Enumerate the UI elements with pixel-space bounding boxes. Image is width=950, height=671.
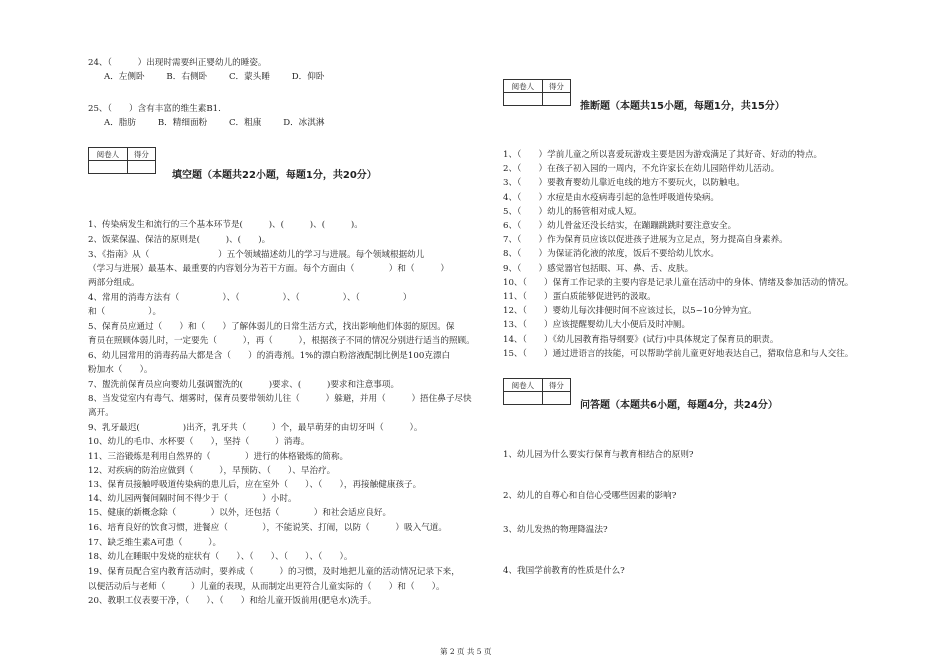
score-cell bbox=[542, 392, 570, 405]
grader-cell bbox=[504, 392, 543, 405]
judgment-question: 4、（ ）水痘是由水疫病毒引起的急性呼吸道传染病。 bbox=[503, 192, 720, 203]
judgment-question: 12、（ ）婴幼儿每次排便时间不应该过长，以5~10分钟为宜。 bbox=[503, 306, 757, 317]
fill-question-line: （学习与进展）最基本、最重要的内容划分为若干方面。每个方面由（ ）和（ ） bbox=[88, 264, 449, 274]
score-table-score: 得分 bbox=[127, 148, 155, 161]
score-table-judgment bbox=[503, 79, 571, 106]
fill-question-line: 6、幼儿园常用的消毒药品大都是含（ ）的消毒剂。1%的漂白粉溶液配制比例是100克漂白 bbox=[88, 351, 451, 361]
fill-question-line: 18、幼儿在睡眠中发烧的症状有（ ）、（ ）、（ ）、（ ）。 bbox=[88, 552, 353, 562]
fill-question-line: 育员在照顾体弱儿时，一定要先（ ），再（ ），根据孩子不同的情况分别进行适当的照顾。 bbox=[88, 336, 475, 346]
fill-question-line: 5、保育员应通过（ ）和（ ）了解体弱儿的日常生活方式，找出影响他们体弱的原因。保 bbox=[88, 322, 455, 332]
fill-question-line: 2、饭菜保温、保洁的原则是( )、( )。 bbox=[88, 235, 271, 245]
grader-cell bbox=[504, 93, 543, 106]
judgment-section-title: 推断题（本题共15小题，每题1分，共15分） bbox=[580, 101, 785, 112]
question-25: 25、（ ）含有丰富的维生素B1. bbox=[88, 104, 221, 114]
score-cell bbox=[542, 93, 570, 106]
score-table-score: 得分 bbox=[542, 379, 570, 392]
fill-question-line: 3、《指南》从（ ）五个领域描述幼儿的学习与进展。每个领域根据幼儿 bbox=[88, 250, 425, 260]
fill-section-title: 填空题（本题共22小题，每题1分，共20分） bbox=[172, 170, 377, 181]
fill-question-line: 10、幼儿的毛巾、水杯要（ ），坚持（ ）消毒。 bbox=[88, 437, 310, 447]
judgment-question: 14、（ ）《幼儿园教育指导纲要》(试行)中具体规定了保育员的职责。 bbox=[503, 334, 779, 345]
score-table-grader: 阅卷人 bbox=[504, 379, 543, 392]
fill-question-line: 粉加水（ ）。 bbox=[88, 365, 153, 375]
fill-question-line: 17、缺乏维生素A可患（ ）。 bbox=[88, 538, 222, 548]
qa-question-4: 4、我国学前教育的性质是什么? bbox=[503, 566, 625, 576]
fill-question-line: 11、三浴锻炼是利用自然界的（ ）进行的体格锻炼的简称。 bbox=[88, 452, 349, 462]
judgment-question: 1、（ ）学前儿童之所以喜爱玩游戏主要是因为游戏满足了其好奇、好动的特点。 bbox=[503, 150, 823, 160]
qa-question-1: 1、幼儿园为什么要实行保育与教育相结合的原则? bbox=[503, 450, 694, 460]
fill-question-line: 19、保育员配合室内教育活动时，要养成（ ）的习惯，及时地把儿童的活动情况记录下来， bbox=[88, 567, 460, 577]
judgment-question: 9、（ ）感觉器官包括眼、耳、鼻、舌、皮肤。 bbox=[503, 263, 694, 274]
fill-question-line: 以便活动后与老师（ ）儿童的表现，从而制定出更符合儿童实际的（ ）和（ ）。 bbox=[88, 582, 445, 592]
score-table-score: 得分 bbox=[542, 80, 570, 93]
page-footer: 第 2 页 共 5 页 bbox=[440, 647, 492, 656]
fill-question-line: 两部分组成。 bbox=[88, 278, 140, 288]
fill-question-line: 14、幼儿园两餐间隔时间不得少于（ ）小时。 bbox=[88, 494, 297, 504]
grader-cell bbox=[89, 161, 128, 174]
fill-question-line: 15、健康的新概念除（ ）以外，还包括（ ）和社会适应良好。 bbox=[88, 508, 392, 518]
fill-question-line: 8、当发觉室内有毒气、烟雾时，保育员要带领幼儿往（ ）躲避，并用（ ）捂住鼻子尽快 bbox=[88, 394, 472, 404]
judgment-question: 5、（ ）幼儿的肠管相对成人短。 bbox=[503, 206, 642, 217]
qa-question-2: 2、幼儿的自尊心和自信心受哪些因素的影响? bbox=[503, 491, 677, 501]
fill-question-line: 1、传染病发生和流行的三个基本环节是( )、( )、( )。 bbox=[88, 220, 363, 230]
fill-question-line: 7、盥洗前保育员应向婴幼儿强调盥洗的( )要求、( )要求和注意事项。 bbox=[88, 380, 400, 390]
score-table-grader: 阅卷人 bbox=[89, 148, 128, 161]
score-table-qa bbox=[503, 378, 571, 405]
judgment-question: 2、（ ）在孩子初入园的一周内，不允许家长在幼儿园陪伴幼儿活动。 bbox=[503, 164, 780, 175]
fill-question-line: 4、常用的消毒方法有（ ）、（ ）、（ ）、（ ） bbox=[88, 293, 412, 303]
judgment-question: 10、（ ）保育工作记录的主要内容是记录儿童在活动中的身体、情绪及参加活动的情况。 bbox=[503, 277, 854, 288]
fill-question-line: 离开。 bbox=[88, 408, 114, 418]
fill-question-line: 12、对疾病的防治应做到（ ），早预防、（ ）、早治疗。 bbox=[88, 466, 336, 476]
question-24-options: A．左侧卧 B．右侧卧 C．蒙头睡 D．仰卧 bbox=[104, 72, 325, 82]
fill-question-line: 16、培育良好的饮食习惯，进餐应（ ），不能说笑、打闹，以防（ ）吸入气道。 bbox=[88, 523, 447, 533]
question-25-options: A．脂肪 B．精细面粉 C．粗康 D．冰淇淋 bbox=[104, 118, 325, 128]
judgment-question: 6、（ ）幼儿骨盆还没长结实，在蹦蹦跳跳时要注意安全。 bbox=[503, 221, 737, 231]
qa-question-3: 3、幼儿发热的物理降温法? bbox=[503, 525, 608, 535]
score-cell bbox=[127, 161, 155, 174]
judgment-question: 8、（ ）为保证消化液的浓度，饭后不要给幼儿饮水。 bbox=[503, 249, 720, 260]
score-table-grader: 阅卷人 bbox=[504, 80, 543, 93]
score-table-fill bbox=[88, 147, 156, 174]
fill-question-line: 9、乳牙最迟( )出齐，乳牙共（ ）个，最早萌芽的由切牙叫（ ）。 bbox=[88, 423, 423, 433]
fill-question-line: 和（ ）。 bbox=[88, 307, 162, 317]
judgment-question: 7、（ ）作为保育员应该以促进孩子进展为立足点，努力提高自身素养。 bbox=[503, 235, 788, 246]
question-24: 24、（ ）出现时需要纠正婴幼儿的睡姿。 bbox=[88, 58, 267, 68]
fill-question-line: 20、教职工仪表要干净，（ ）、（ ）和给儿童开饭前用(肥皂水)洗手。 bbox=[88, 596, 377, 606]
qa-section-title: 问答题（本题共6小题，每题4分，共24分） bbox=[580, 400, 778, 411]
judgment-question: 15、（ ）通过进语言的技能，可以帮助学前儿童更好地表达自己，猎取信息和与人交往。 bbox=[503, 348, 854, 359]
judgment-question: 13、（ ）应该提醒婴幼儿大小便后及时冲厕。 bbox=[503, 320, 691, 331]
judgment-question: 3、（ ）要教育婴幼儿靠近电线的地方不要玩火，以防触电。 bbox=[503, 178, 745, 189]
judgment-question: 11、（ ）蛋白质能够促进钙的汲取。 bbox=[503, 292, 656, 302]
fill-question-line: 13、保育员接触呼吸道传染病的患儿后，应在室外（ ）、（ ），再接触健康孩子。 bbox=[88, 480, 422, 490]
